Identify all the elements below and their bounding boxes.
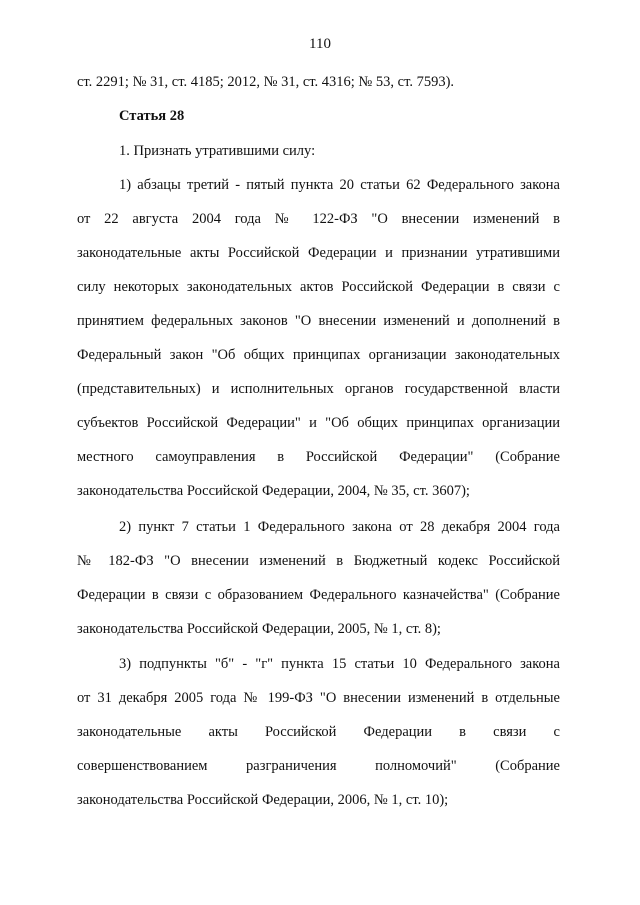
text-line: законодательные акты Российской Федерации в связи с xyxy=(77,724,560,740)
text-line: 3) подпункты "б" - "г" пункта 15 статьи 10 Федерального закона xyxy=(119,656,560,672)
text-line: субъектов Российской Федерации" и "Об общих принципах организации xyxy=(77,415,560,431)
text-line: принятием федеральных законов "О внесении изменений и дополнений в xyxy=(77,313,560,329)
text-line: от 31 декабря 2005 года № 199-ФЗ "О внесении изменений в отдельные xyxy=(77,690,560,706)
text-line: законодательные акты Российской Федерации и признании утратившими xyxy=(77,245,560,261)
text-line: 2) пункт 7 статьи 1 Федерального закона от 28 декабря 2004 года xyxy=(119,519,560,535)
text-line: силу некоторых законодательных актов Российской Федерации в связи с xyxy=(77,279,560,295)
text-line: местного самоуправления в Российской Федерации" (Собрание xyxy=(77,449,560,465)
text-line: законодательства Российской Федерации, 2004, № 35, ст. 3607); xyxy=(77,483,470,499)
text-line: ст. 2291; № 31, ст. 4185; 2012, № 31, ст. 4316; № 53, ст. 7593). xyxy=(77,74,455,90)
text-line: Федеральный закон "Об общих принципах организации законодательных xyxy=(77,347,560,363)
paragraph-intro: 1. Признать утратившими силу: xyxy=(119,143,316,159)
text-line: 1) абзацы третий - пятый пункта 20 статьи 62 Федерального закона xyxy=(119,177,560,193)
text-line: (представительных) и исполнительных органов государственной власти xyxy=(77,381,560,397)
article-heading: Статья 28 xyxy=(119,108,185,124)
text-line: совершенствованием разграничения полномочий" (Собрание xyxy=(77,758,560,774)
text-line: законодательства Российской Федерации, 2006, № 1, ст. 10); xyxy=(77,792,449,808)
text-line: Федерации в связи с образованием Федерального казначейства" (Собрание xyxy=(77,587,560,603)
text-line: от 22 августа 2004 года № 122-ФЗ "О внесении изменений в xyxy=(77,211,560,227)
page-number: 110 xyxy=(309,36,331,52)
text-line: законодательства Российской Федерации, 2005, № 1, ст. 8); xyxy=(77,621,441,637)
text-line: № 182-ФЗ "О внесении изменений в Бюджетный кодекс Российской xyxy=(77,553,560,569)
